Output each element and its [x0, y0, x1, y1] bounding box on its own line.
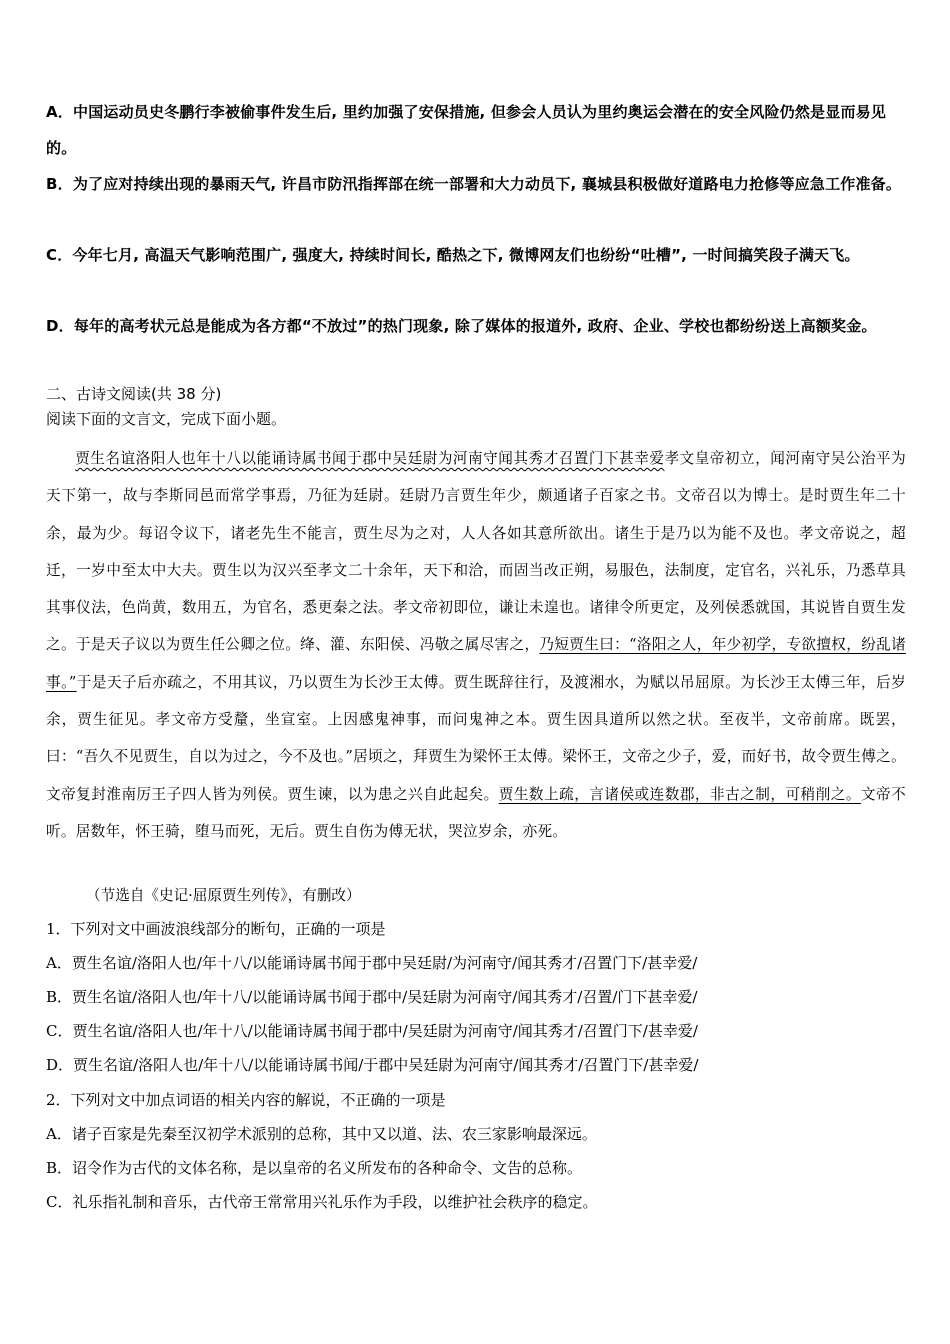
section-title: 二、古诗文阅读(共 38 分)	[46, 385, 222, 403]
option-a: A．中国运动员史冬鹏行李被偷事件发生后, 里约加强了安保措施, 但参会人员认为里约奥运会潜在的安全风险仍然是显而易见的。	[46, 103, 887, 157]
question-1-option-c: C．贾生名谊/洛阳人也/年十八/以能诵诗属书闻于郡中/吴廷尉为河南守/闻其秀才/召置门下/甚幸爱/	[46, 1022, 698, 1040]
question-1-option-a: A．贾生名谊/洛阳人也/年十八/以能诵诗属书闻于郡中吴廷尉/为河南守/闻其秀才/召置门下/甚幸爱/	[46, 954, 698, 972]
question-1-option-b: B．贾生名谊/洛阳人也/年十八/以能诵诗属书闻于郡中/吴廷尉为河南守/闻其秀才/召置/门下甚幸爱/	[46, 988, 698, 1006]
option-b: B．为了应对持续出现的暴雨天气, 许昌市防汛指挥部在统一部署和大力动员下, 襄城县积极做好道路电力抢修等应急工作准备。	[46, 175, 902, 193]
question-2-stem: 2．下列对文中加点词语的相关内容的解说，不正确的一项是	[46, 1091, 446, 1109]
passage-text-2: 于是天子后亦疏之，不用其议，乃以贾生为长沙王太傅。贾生既辞往行，及渡湘水，为赋以吊屈原。为长沙王太傅三年，后岁余，贾生征见。孝文帝方受釐，坐宣室。上因感鬼神事，而问鬼神之本。贾生因具道所以然之状。至夜半，文帝前席。既罢，曰：“吾久不见贾生，自以为过之，今不及也。”居顷之，拜贾生为梁怀王太傅。梁怀王，文帝之少子，爱，而好书，故令贾生傅之。文帝复封淮南厉王子四人皆为列侯。贾生谏，以为患之兴自此起矣。	[46, 673, 906, 803]
underlined-sentence-1: 乃短贾生曰：“洛阳之人，年少初学，专欲擅权，纷乱诸事。”	[46, 636, 907, 691]
question-1-option-d: D．贾生名谊/洛阳人也/年十八/以能诵诗属书闻/于郡中吴廷尉为河南守/闻其秀才/召置门下/甚幸爱/	[46, 1056, 699, 1074]
wavy-underlined-text: 贾生名谊洛阳人也年十八以能诵诗属书闻于郡中吴廷尉为河南守闻其秀才召置门下甚幸爱	[75, 450, 665, 467]
question-1-stem: 1．下列对文中画波浪线部分的断句，正确的一项是	[46, 920, 386, 938]
passage-text-3: 文帝不听。居数年，怀王骑，堕马而死，无后。贾生自伤为傅无状，哭泣岁余，亦死。	[46, 785, 906, 840]
question-2-option-b: B．诏令作为古代的文体名称，是以皇帝的名义所发布的各种命令、文告的总称。	[46, 1159, 583, 1177]
option-d: D．每年的高考状元总是能成为各方都“不放过”的热门现象, 除了媒体的报道外, 政府、企业、学校也都纷纷送上高额奖金。	[46, 317, 877, 335]
reading-intro: 阅读下面的文言文，完成下面小题。	[46, 410, 287, 428]
option-c: C．今年七月, 高温天气影响范围广, 强度大, 持续时间长, 酷热之下, 微博网友们也纷纷“吐槽”, 一时间搞笑段子满天飞。	[46, 246, 860, 264]
question-2-option-c: C．礼乐指礼制和音乐，古代帝王常常用兴礼乐作为手段，以维护社会秩序的稳定。	[46, 1193, 598, 1211]
passage-text-1: 孝文皇帝初立，闻河南守吴公治平为天下第一，故与李斯同邑而常学事焉，乃征为廷尉。廷尉乃言贾生年少，颇通诸子百家之书。文帝召以为博士。是时贾生年二十余，最为少。每诏令议下，诸老先生不能言，贾生尽为之对，人人各如其意所欲出。诸生于是乃以为能不及也。孝文帝说之，超迁，一岁中至太中大夫。贾生以为汉兴至孝文二十余年，天下和洽，而固当改正朔，易服色，法制度，定官名，兴礼乐，乃悉草具其事仪法，色尚黄，数用五，为官名，悉更秦之法。孝文帝初即位，谦让未遑也。诸律令所更定，及列侯悉就国，其说皆自贾生发之。于是天子议以为贾生任公卿之位。绛、灌、东阳侯、冯敬之属尽害之，	[46, 450, 907, 654]
question-2-option-a: A．诸子百家是先秦至汉初学术派别的总称，其中又以道、法、农三家影响最深远。	[46, 1125, 597, 1143]
passage-source: （节选自《史记·屈原贾生列传》，有删改）	[86, 887, 361, 904]
underlined-sentence-2: 贾生数上疏，言诸侯或连数郡，非古之制，可稍削之。	[498, 785, 861, 803]
classical-passage	[46, 440, 906, 850]
